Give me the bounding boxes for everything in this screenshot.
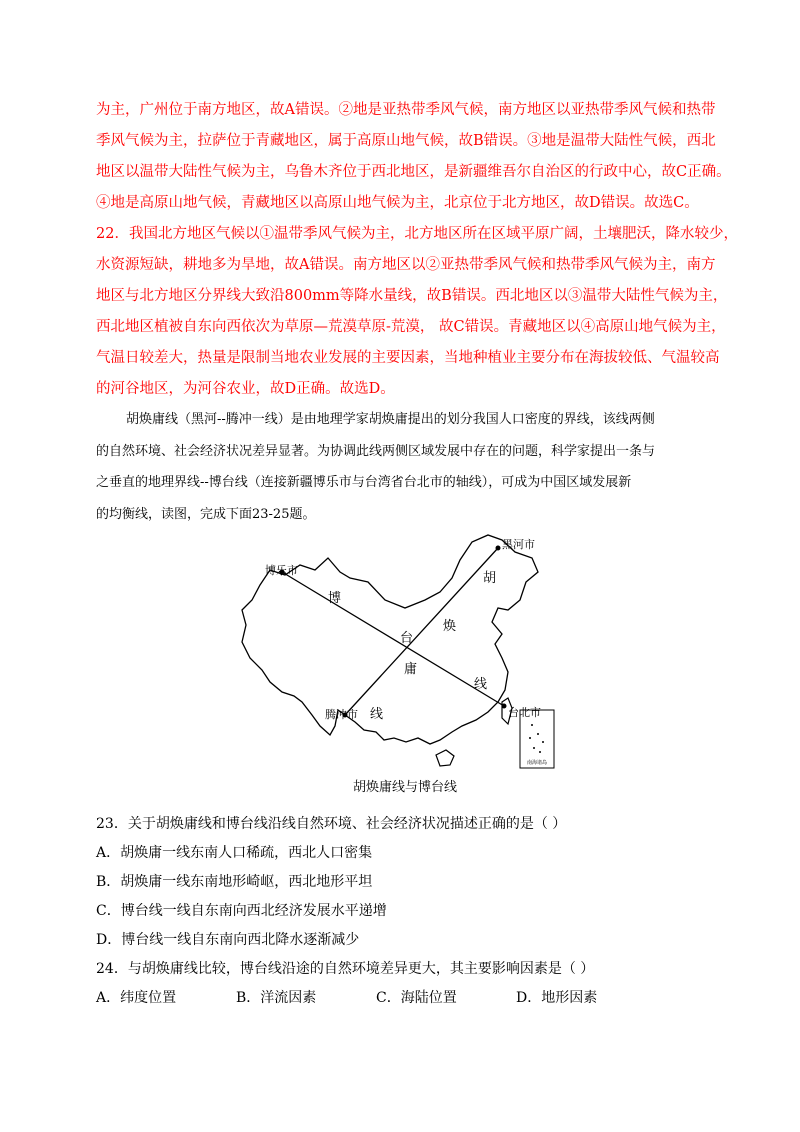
option-a: A．纬度位置 bbox=[96, 990, 177, 1006]
options-row bbox=[96, 984, 716, 1013]
intro-line: 之垂直的地理界线--博台线（连接新疆博乐市与台湾省台北市的轴线），可成为中国区域发展新 bbox=[96, 475, 632, 490]
answer-line: ④地是高原山地气候，青藏地区以高原山地气候为主，北京位于北方地区，故D错误。故选C。 bbox=[96, 195, 699, 211]
question-stem: 24．与胡焕庸线比较，博台线沿途的自然环境差异更大，其主要影响因素是（ ） bbox=[96, 961, 595, 977]
option-b: B．洋流因素 bbox=[236, 990, 317, 1006]
intro-line: 胡焕庸线（黑河--腾冲一线）是由地理学家胡焕庸提出的划分我国人口密度的界线，该线两侧 bbox=[126, 412, 655, 427]
map-char-xian2: 线 bbox=[474, 677, 488, 692]
answer-line: 西北地区植被自东向西依次为草原—荒漠草原-荒漠， 故C错误。青藏地区以④高原山地气候为主， bbox=[96, 319, 726, 335]
heihe-point bbox=[496, 546, 501, 551]
inset-label: 南海诸岛 bbox=[526, 760, 548, 766]
answer-line: 的河谷地区，为河谷农业，故D正确。故选D。 bbox=[96, 381, 395, 397]
map-char-yong: 庸 bbox=[404, 662, 418, 677]
answer-line: 地区以温带大陆性气候为主，乌鲁木齐位于西北地区，是新疆维吾尔自治区的行政中心，故C正确。 bbox=[96, 164, 731, 180]
answer-line: 22．我国北方地区气候以①温带季风气候为主，北方地区所在区域平原广阔，土壤肥沃，降水较少， bbox=[96, 226, 738, 242]
answer-line: 为主，广州位于南方地区，故A错误。②地是亚热带季风气候，南方地区以亚热带季风气候和热带 bbox=[96, 102, 716, 118]
taibei-point bbox=[502, 704, 507, 709]
answer-line: 季风气候为主，拉萨位于青藏地区，属于高原山地气候，故B错误。③地是温带大陆性气候，西北 bbox=[96, 133, 716, 149]
hainan-island bbox=[436, 750, 454, 766]
tengchong-label: 腾冲市 bbox=[325, 708, 358, 721]
option-d: D．地形因素 bbox=[516, 990, 598, 1006]
bole-label: 博乐市 bbox=[265, 564, 298, 577]
option-b: B．胡焕庸一线东南地形崎岖，西北地形平坦 bbox=[96, 874, 373, 890]
map-char-bo: 博 bbox=[328, 591, 342, 606]
option-d: D．博台线一线自东南向西北降水逐渐减少 bbox=[96, 932, 360, 948]
map-char-hu: 胡 bbox=[483, 571, 497, 586]
answer-explanation bbox=[96, 95, 738, 405]
heihe-label: 黑河市 bbox=[502, 538, 535, 551]
map-char-tai: 台 bbox=[400, 631, 414, 646]
bo-tai-line bbox=[282, 572, 504, 706]
china-map-figure bbox=[240, 530, 570, 800]
answer-line: 水资源短缺，耕地多为旱地，故A错误。南方地区以②亚热带季风气候和热带季风气候为主，南方 bbox=[96, 257, 716, 273]
question-intro bbox=[96, 404, 706, 530]
taibei-label: 台北市 bbox=[508, 706, 541, 719]
intro-line: 的均衡线，读图，完成下面23-25题。 bbox=[96, 506, 316, 522]
question-23 bbox=[96, 810, 716, 955]
question-stem: 23．关于胡焕庸线和博台线沿线自然环境、社会经济状况描述正确的是（ ） bbox=[96, 816, 567, 832]
option-a: A．胡焕庸一线东南人口稀疏，西北人口密集 bbox=[96, 845, 373, 861]
answer-line: 地区与北方地区分界线大致沿800mm等降水量线，故B错误。西北地区以③温带大陆性气候为主， bbox=[96, 288, 728, 304]
option-c: C．博台线一线自东南向西北经济发展水平递增 bbox=[96, 903, 387, 919]
question-24 bbox=[96, 955, 716, 1013]
china-outline-map bbox=[240, 530, 570, 775]
map-caption: 胡焕庸线与博台线 bbox=[352, 780, 457, 795]
option-c: C．海陆位置 bbox=[376, 990, 457, 1006]
answer-line: 气温日较差大，热量是限制当地农业发展的主要因素，当地种植业主要分布在海拔较低、气温较高 bbox=[96, 350, 720, 366]
map-char-xian1: 线 bbox=[370, 707, 384, 722]
map-char-huan: 焕 bbox=[443, 619, 457, 634]
intro-line: 的自然环境、社会经济状况差异显著。为协调此线两侧区域发展中存在的问题，科学家提出一条与 bbox=[96, 443, 656, 459]
